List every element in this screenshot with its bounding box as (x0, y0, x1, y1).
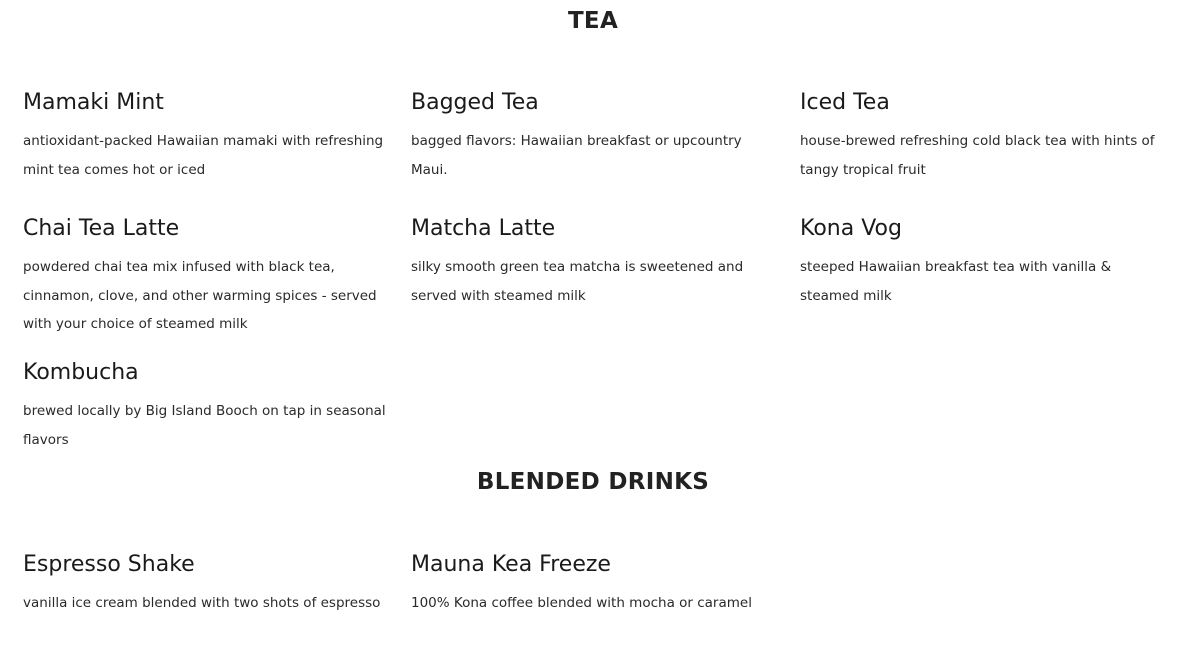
menu-item-kombucha (23, 359, 393, 454)
menu-item-description: silky smooth green tea matcha is sweetened and served with steamed milk (411, 259, 744, 304)
menu-item-name: Espresso Shake (23, 552, 195, 577)
menu-item-description: 100% Kona coffee blended with mocha or caramel (411, 595, 752, 611)
menu-item-name: Kona Vog (800, 216, 902, 241)
menu-item-name: Mauna Kea Freeze (411, 552, 611, 577)
menu-item-description: steeped Hawaiian breakfast tea with vanilla & steamed milk (800, 259, 1112, 304)
menu-item-name: Mamaki Mint (23, 90, 164, 115)
menu-item-espresso-shake (23, 551, 403, 618)
menu-item-description: antioxidant-packed Hawaiian mamaki with refreshing mint tea comes hot or iced (23, 133, 384, 178)
menu-item-mauna-kea-freeze (411, 551, 791, 618)
menu-item-description: brewed locally by Big Island Booch on tap in seasonal flavors (23, 403, 386, 448)
menu-item-chai-tea-latte (23, 215, 383, 339)
blended-drinks-section-title: BLENDED DRINKS (476, 469, 710, 495)
menu-item-name: Kombucha (23, 360, 139, 385)
menu-item-mamaki-mint (23, 89, 388, 184)
menu-item-name: Bagged Tea (411, 90, 539, 115)
menu-item-iced-tea (800, 89, 1165, 184)
menu-item-description: house-brewed refreshing cold black tea with hints of tangy tropical fruit (800, 133, 1155, 178)
menu-item-name: Iced Tea (800, 90, 890, 115)
menu-item-kona-vog (800, 215, 1130, 310)
menu-item-name: Chai Tea Latte (23, 216, 180, 241)
menu-item-description: powdered chai tea mix infused with black tea, cinnamon, clove, and other warming spices - served with your choice of steamed milk (23, 259, 377, 332)
menu-item-matcha-latte (411, 215, 756, 310)
menu-item-description: vanilla ice cream blended with two shots of espresso (23, 595, 381, 611)
menu-item-description: bagged flavors: Hawaiian breakfast or upcountry Maui. (411, 133, 742, 178)
tea-section-title: TEA (567, 8, 619, 34)
menu-item-bagged-tea (411, 89, 751, 184)
menu-item-name: Matcha Latte (411, 216, 556, 241)
